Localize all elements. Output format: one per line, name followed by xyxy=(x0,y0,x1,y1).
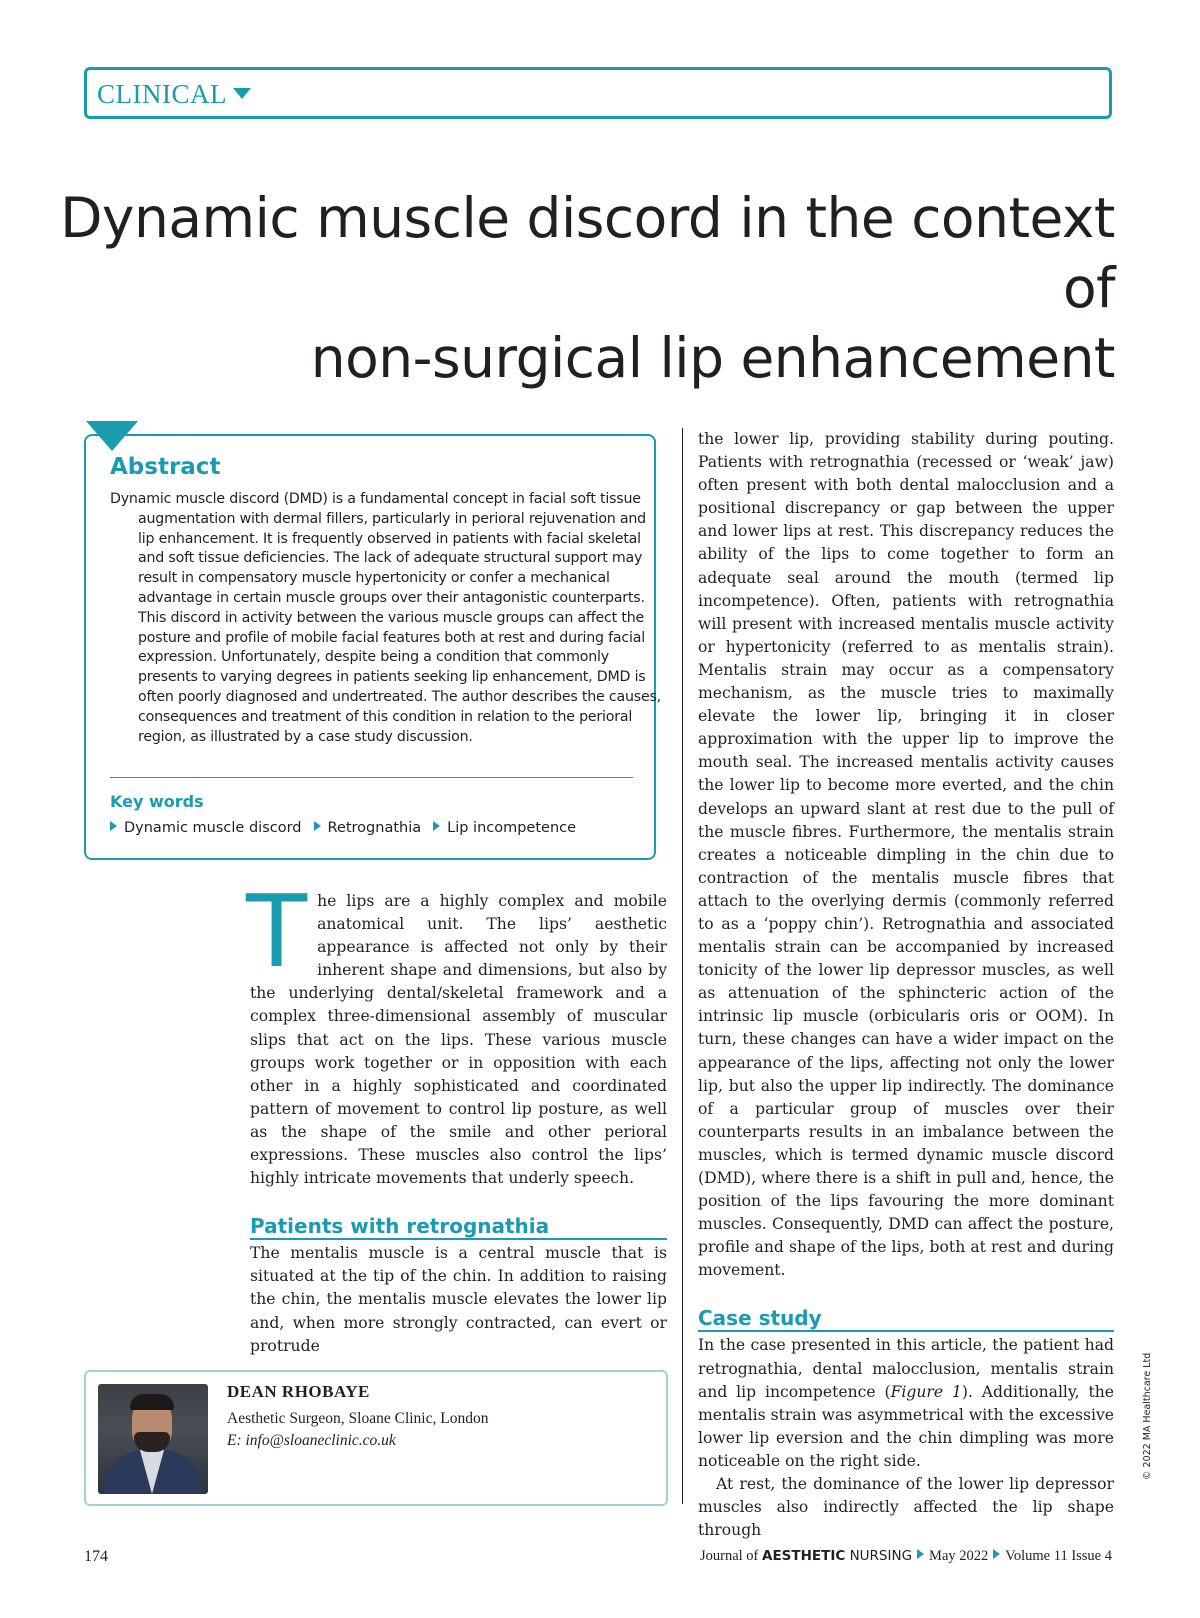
issue-volume: Volume 11 Issue 4 xyxy=(1005,1548,1112,1564)
triangle-right-icon xyxy=(110,821,117,831)
keywords-list xyxy=(110,820,588,836)
journal-footer xyxy=(700,1548,1112,1565)
column-divider xyxy=(682,428,683,1504)
triangle-right-icon xyxy=(314,821,321,831)
keywords-heading: Key words xyxy=(110,792,204,811)
case-text-before: In the case presented in this article, the patient had retrognathia, dental malocclusion, mentalis strain and lip incompetence ( xyxy=(698,1336,1114,1401)
case-text-after: ). Additionally, the mentalis strain was asymmetrical with the excessive lower lip eversion and the chin dimpling was more noticeable on the right side. xyxy=(698,1382,1114,1470)
keyword-text: Retrognathia xyxy=(327,820,422,836)
case-study-paragraph-2: At rest, the dominance of the lower lip depressor muscles also indirectly affected the lip shape through xyxy=(698,1475,1114,1540)
keyword-item xyxy=(433,820,576,836)
issue-date: May 2022 xyxy=(929,1548,989,1564)
triangle-right-icon xyxy=(993,1549,1000,1559)
journal-prefix: Journal of xyxy=(700,1548,763,1564)
keyword-text: Lip incompetence xyxy=(447,820,577,836)
triangle-right-icon xyxy=(917,1549,924,1559)
abstract-heading: Abstract xyxy=(110,454,221,480)
retrognathia-paragraph-2: the lower lip, providing stability during pouting. Patients with retrognathia (recessed or ‘weak’ jaw) often present with both dental malocclusion and a positional discrepancy or gap between the upper and lower lips at rest. This discrepancy reduces the ability of the lips to come together to form an adequate seal around the mouth (termed lip incompetence). Often, patients with retrognathia will present with increased mentalis muscle activity or hypertonicity (referred to as mentalis strain). Mentalis strain may occur as a compensatory mechanism, as the muscle tries to maximally elevate the lower lip, bringing it in closer approximation with the upper lip to improve the mouth seal. The increased mentalis activity causes the lower lip to become more everted, and the chin develops an upward slant at rest due to the pull of the muscle fibres. Furthermore, the mentalis strain creates a noticeable dimpling in the chin due to contraction of the mentalis muscle fibres that attach to the overlying dermis (commonly referred to as a ‘poppy chin’). Retrognathia and associated mentalis strain can be accompanied by increased tonicity of the lower lip depressor muscles, as well as attenuation of the sphincteric action of the intrinsic lip muscle (orbicularis oris or OOM). In turn, these changes can have a wider impact on the appearance of the lips, affecting not only the lower lip, but also the upper lip indirectly. The dominance of a particular group of muscles over their counterparts results in an imbalance between the muscles, which is termed dynamic muscle discord (DMD), where there is a shift in pull and, hence, the position of the lips favouring the more dominant muscles. Consequently, DMD can affect the posture, profile and shape of the lips, both at rest and during movement. xyxy=(698,430,1114,1280)
abstract-box xyxy=(84,434,661,860)
drop-cap: T xyxy=(246,873,308,990)
intro-paragraph xyxy=(246,873,667,1190)
intro-text: he lips are a highly complex and mobile anatomical unit. The lips’ aesthetic appearance is affected not only by their inherent shape and dimensions, but also by the underlying dental/skeletal framework and a complex three-dimensional assembly of muscular slips that act on the lips. These various muscle groups work together or in opposition with each other in a highly sophisticated and coordinated pattern of movement to control lip posture, as well as the shape of the smile and other perioral expressions. These muscles also control the lips’ highly intricate movements that underly speech. xyxy=(250,892,667,1188)
triangle-right-icon xyxy=(433,821,440,831)
article-title xyxy=(60,183,1115,393)
figure-reference: Figure 1 xyxy=(890,1382,962,1401)
section-banner xyxy=(84,67,1112,119)
author-email: E: info@sloaneclinic.co.uk xyxy=(227,1432,396,1449)
abstract-text: Dynamic muscle discord (DMD) is a fundamental concept in facial soft tissue augmentation with dermal fillers, particularly in perioral rejuvenation and lip enhancement. It is frequently observed in patients with facial skeletal and soft tissue deficiencies. The lack of adequate structural support may result in compensatory muscle hypertonicity or confer a mechanical advantage in certain muscle groups over their antagonistic counterparts. This discord in activity between the various muscle groups can affect the posture and profile of mobile facial features both at rest and during facial expression. Unfortunately, despite being a condition that commonly presents to varying degrees in patients seeking lip enhancement, DMD is often poorly diagnosed and undertreated. The author describes the causes, consequences and treatment of this condition in relation to the perioral region, as illustrated by a case study discussion. xyxy=(110,491,661,745)
journal-suffix: NURSING xyxy=(845,1548,913,1564)
case-study-heading: Case study xyxy=(698,1306,1114,1332)
retrognathia-heading: Patients with retrognathia xyxy=(250,1214,667,1240)
retrognathia-paragraph-1: The mentalis muscle is a central muscle that is situated at the tip of the chin. In addition to raising the chin, the mentalis muscle elevates the lower lip and, when more strongly contracted, can evert or protrude xyxy=(250,1244,667,1355)
title-line-2: non-surgical lip enhancement xyxy=(310,326,1115,390)
copyright-notice: © 2022 MA Healthcare Ltd xyxy=(1142,1352,1153,1480)
author-name: DEAN RHOBAYE xyxy=(227,1382,370,1401)
author-box xyxy=(84,1370,668,1506)
keyword-item xyxy=(314,820,422,836)
abstract-divider xyxy=(110,777,633,778)
body-column-right xyxy=(698,428,1114,1542)
author-role: Aesthetic Surgeon, Sloane Clinic, London xyxy=(227,1410,489,1427)
photo-beard xyxy=(134,1432,170,1452)
author-photo xyxy=(98,1384,208,1494)
case-study-paragraph-1 xyxy=(698,1334,1114,1473)
section-label xyxy=(97,79,251,110)
journal-brand: AESTHETIC xyxy=(762,1548,846,1564)
triangle-down-icon xyxy=(233,88,251,99)
section-label-text: CLINICAL xyxy=(97,79,227,109)
title-line-1: Dynamic muscle discord in the context of xyxy=(60,186,1115,320)
keyword-text: Dynamic muscle discord xyxy=(124,820,302,836)
body-column-left xyxy=(246,873,667,1358)
page-number: 174 xyxy=(84,1548,108,1565)
photo-hair xyxy=(130,1394,174,1410)
keyword-item xyxy=(110,820,302,836)
